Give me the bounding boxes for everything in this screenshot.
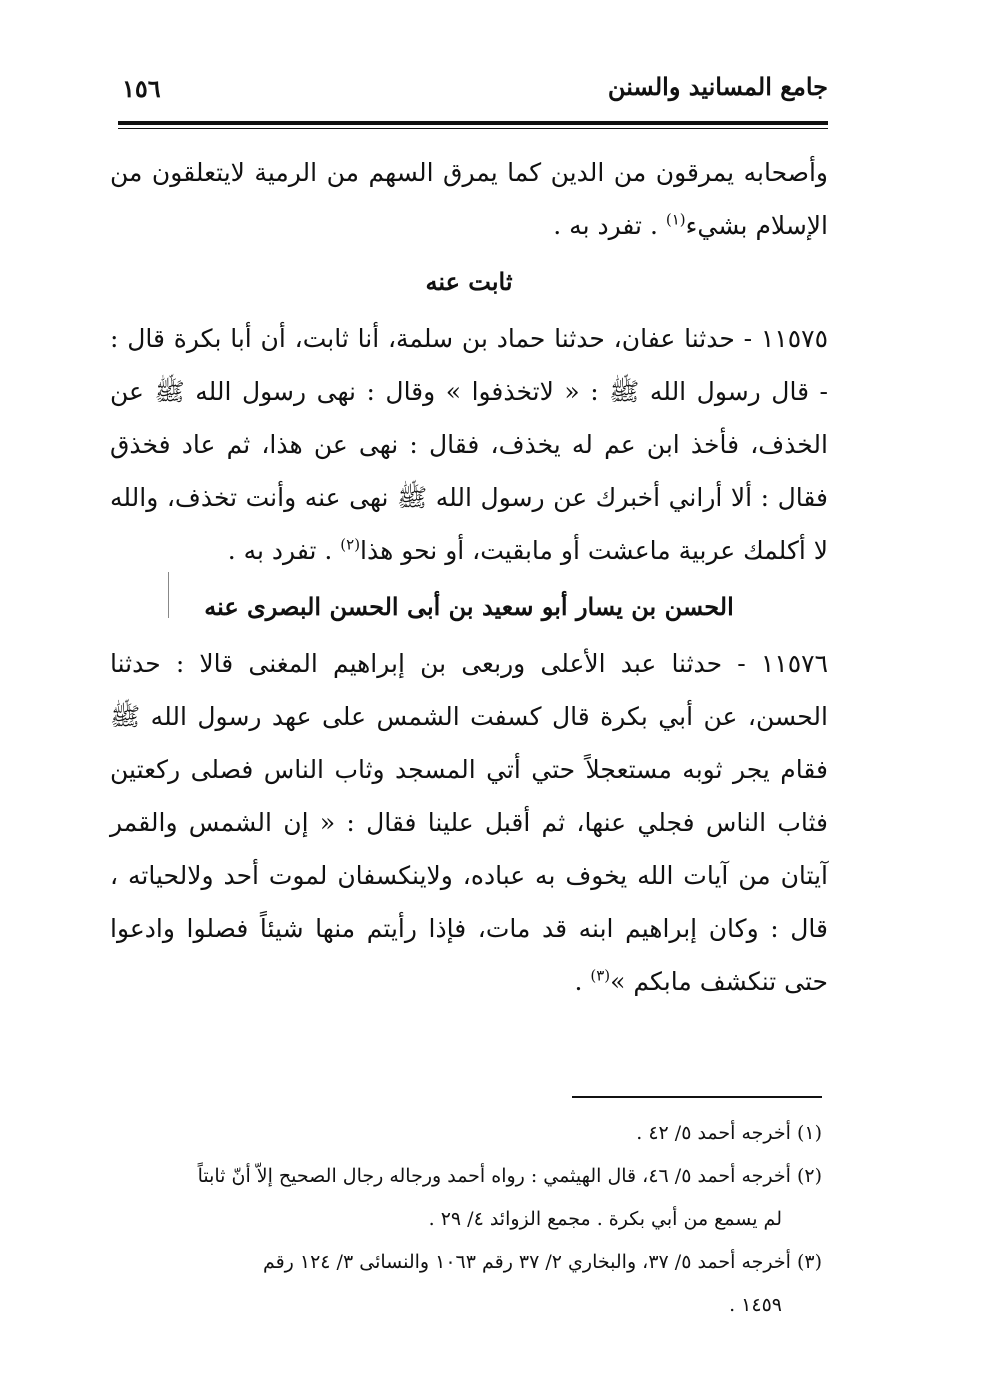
page-number: ١٥٦ — [122, 74, 161, 103]
hadith-text-11576: ١١٥٧٦ - حدثنا عبد الأعلى وربعى بن إبراهيم المغنى قالا : حدثنا الحسن، عن أبي بكرة قال كسفت الشمس على عهد رسول الله ﷺ فقام يجر ثوبه مستعجلاً حتي أتي المسجد وثاب الناس فصلى ركعتين فثاب الناس فجلي عنها، ثم أقبل علينا فقال : « إن الشمس والقمر آيتان من آيات الله يخوف به عباده، ولاينكسفان لموت أحد ولالحياته ، قال : وكان إبراهيم ابنه قد مات، فإذا رأيتم منها شيئاً فصلوا وادعوا حتى تنكشف مابكم » — [110, 649, 828, 996]
hadith-paragraph-11575 — [110, 312, 828, 577]
hadith-paragraph-11576 — [110, 637, 828, 1008]
hadith-text-11575: ١١٥٧٥ - حدثنا عفان، حدثنا حماد بن سلمة، أنا ثابت، أن أبا بكرة قال : - قال رسول الله ﷺ : « لاتخذفوا » وقال : نهى رسول الله ﷺ عن الخذف، فأخذ ابن عم له يخذف، فقال : نهى عن هذا، ثم عاد فخذق فقال : ألا أراني أخبرك عن رسول الله ﷺ نهى عنه وأنت تخذف، والله لا أكلمك عربية ماعشت أو مابقيت، أو نحو هذا — [110, 324, 828, 565]
footnote-3-continuation: ١٤٥٩ . — [729, 1294, 782, 1316]
footnote-1: (١) أخرجه أحمد ٥/ ٤٢ . — [636, 1122, 822, 1144]
footnote-ref-3[interactable]: (٣) — [590, 966, 611, 985]
footnote-ref-1[interactable]: (١) — [665, 210, 686, 229]
main-text — [110, 146, 828, 1008]
hadith-end-11575: . تفرد به . — [227, 536, 341, 565]
header-rule-thin — [118, 128, 828, 129]
running-header — [118, 70, 828, 110]
hadith-end-11576: . — [574, 967, 591, 996]
intro-text: وأصحابه يمرقون من الدين كما يمرق السهم من الرمية لايتعلقون من الإسلام بشيء — [110, 158, 828, 240]
footnote-separator — [572, 1096, 822, 1098]
scan-mark — [168, 572, 169, 618]
footnote-3: (٣) أخرجه أحمد ٥/ ٣٧، والبخاري ٢/ ٣٧ رقم ١٠٦٣ والنسائى ٣/ ١٢٤ رقم — [262, 1251, 822, 1273]
header-rule-thick — [118, 121, 828, 125]
footnotes — [110, 1112, 822, 1327]
book-title: جامع المسانيد والسنن — [607, 72, 828, 101]
footnote-ref-2[interactable]: (٢) — [340, 535, 361, 554]
intro-end: . تفرد به . — [553, 211, 666, 240]
intro-paragraph — [110, 146, 828, 252]
footnote-2: (٢) أخرجه أحمد ٥/ ٤٦، قال الهيثمي : رواه أحمد ورجاله رجال الصحيح إلاّ أنّ ثابتاً — [197, 1165, 822, 1187]
footnote-2-continuation: لم يسمع من أبي بكرة . مجمع الزوائد ٤/ ٢٩ . — [428, 1208, 782, 1230]
section-heading-thabit: ثابت عنه — [425, 267, 513, 296]
section-heading-hasan: الحسن بن يسار أبو سعيد بن أبى الحسن البصرى عنه — [204, 592, 734, 621]
